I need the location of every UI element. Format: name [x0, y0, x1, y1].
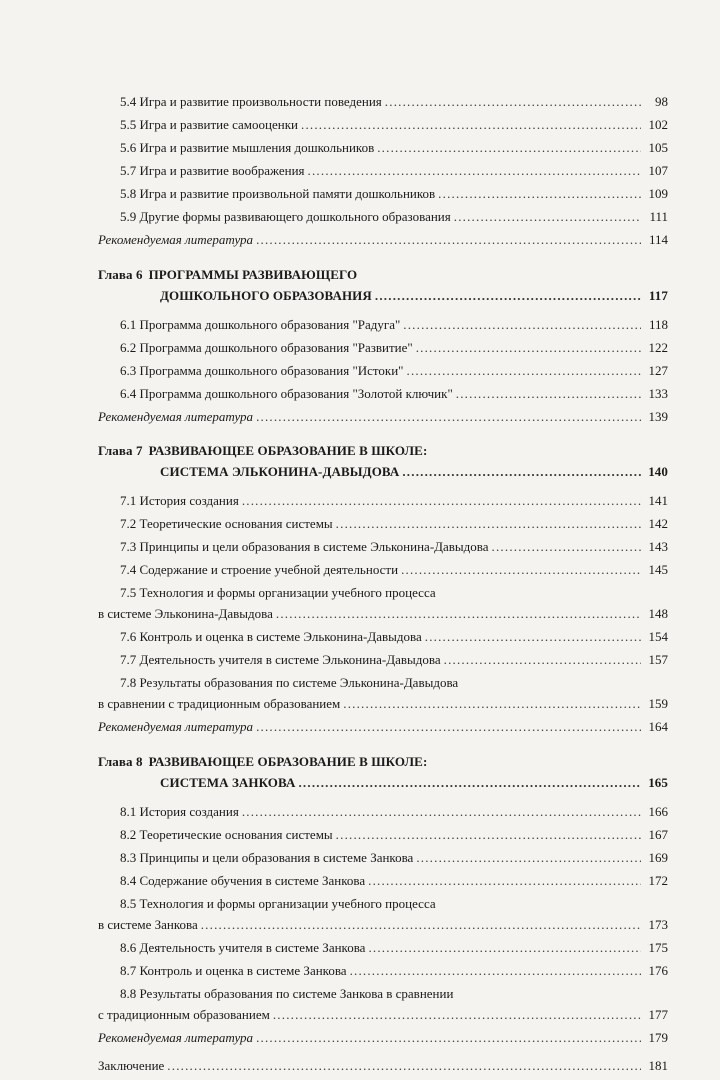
toc-entry — [120, 516, 668, 532]
entry-page: 114 — [648, 232, 668, 247]
chapter-page: 165 — [648, 775, 668, 790]
entry-title: в сравнении с традиционным образованием — [98, 696, 341, 711]
entry-page: 166 — [648, 804, 668, 819]
chapter-label: Глава 8 — [98, 754, 143, 769]
entry-title: 7.1 История создания — [120, 493, 239, 508]
toc-entry-first-line — [120, 986, 668, 1002]
toc-entry-continuation — [98, 606, 668, 622]
entry-page: 111 — [649, 209, 668, 224]
dot-leader — [167, 1058, 641, 1074]
entry-title: 7.7 Деятельность учителя в системе Эльконина-Давыдова — [120, 652, 441, 667]
entry-page: 142 — [648, 516, 668, 531]
toc-entry — [120, 317, 668, 333]
dot-leader — [273, 1007, 641, 1023]
toc-entry-continuation — [98, 917, 668, 933]
entry-title: 8.2 Теоретические основания системы — [120, 827, 333, 842]
toc-entry — [120, 652, 668, 668]
entry-title: Рекомендуемая литература — [98, 232, 254, 247]
dot-leader — [256, 1030, 641, 1046]
toc-entry — [120, 363, 668, 379]
toc-entry-first-line — [120, 585, 668, 601]
dot-leader — [375, 288, 641, 304]
dot-leader — [256, 232, 641, 248]
dot-leader — [201, 917, 641, 933]
dot-leader — [368, 940, 641, 956]
entry-title: 5.7 Игра и развитие воображения — [120, 163, 305, 178]
toc-entry-continuation — [98, 696, 668, 712]
entry-title: 8.3 Принципы и цели образования в системе Занкова — [120, 850, 414, 865]
dot-leader — [385, 94, 641, 110]
entry-page: 167 — [648, 827, 668, 842]
chapter-heading — [98, 443, 668, 459]
dot-leader — [343, 696, 641, 712]
toc-entry — [120, 386, 668, 402]
entry-page: 102 — [648, 117, 668, 132]
entry-title: 7.6 Контроль и оценка в системе Эльконина-Давыдова — [120, 629, 422, 644]
entry-title: в системе Занкова — [98, 917, 198, 932]
entry-page: 154 — [648, 629, 668, 644]
entry-page: 139 — [648, 409, 668, 424]
chapter-heading-line2 — [160, 775, 668, 791]
entry-page: 173 — [648, 917, 668, 932]
entry-title: 6.4 Программа дошкольного образования "Золотой ключик" — [120, 386, 453, 401]
dot-leader — [301, 117, 641, 133]
chapter-label: Глава 6 — [98, 267, 143, 282]
entry-title: 8.5 Технология и формы организации учебного процесса — [120, 896, 436, 911]
dot-leader — [403, 317, 641, 333]
toc-entry-first-line — [120, 675, 668, 691]
chapter-title-line2: СИСТЕМА ЗАНКОВА — [160, 775, 296, 790]
entry-title: 8.1 История создания — [120, 804, 239, 819]
entry-page: 98 — [655, 94, 668, 109]
toc-entry — [120, 186, 668, 202]
entry-title: 7.3 Принципы и цели образования в системе Эльконина-Давыдова — [120, 539, 489, 554]
entry-page: 109 — [648, 186, 668, 201]
dot-leader — [401, 562, 641, 578]
toc-literature-entry — [98, 232, 668, 248]
chapter-page: 117 — [648, 288, 668, 303]
entry-page: 175 — [648, 940, 668, 955]
entry-page: 127 — [648, 363, 668, 378]
toc-conclusion-entry — [98, 1058, 668, 1074]
dot-leader — [336, 827, 641, 843]
entry-title: 7.2 Теоретические основания системы — [120, 516, 333, 531]
chapter-title-line1: ПРОГРАММЫ РАЗВИВАЮЩЕГО — [148, 267, 358, 282]
entry-page: 157 — [648, 652, 668, 667]
entry-page: 145 — [648, 562, 668, 577]
dot-leader — [377, 140, 641, 156]
entry-title: Рекомендуемая литература — [98, 409, 254, 424]
entry-page: 179 — [648, 1030, 668, 1045]
entry-page: 133 — [648, 386, 668, 401]
dot-leader — [444, 652, 641, 668]
dot-leader — [407, 363, 642, 379]
chapter-title-line1: РАЗВИВАЮЩЕЕ ОБРАЗОВАНИЕ В ШКОЛЕ: — [148, 754, 428, 769]
chapter-title-line1: РАЗВИВАЮЩЕЕ ОБРАЗОВАНИЕ В ШКОЛЕ: — [148, 443, 428, 458]
toc-entry — [120, 827, 668, 843]
toc-entry — [120, 163, 668, 179]
toc-entry — [120, 539, 668, 555]
entry-title: 8.4 Содержание обучения в системе Занкова — [120, 873, 366, 888]
entry-page: 107 — [648, 163, 668, 178]
entry-page: 105 — [648, 140, 668, 155]
toc-entry-first-line — [120, 896, 668, 912]
dot-leader — [425, 629, 641, 645]
chapter-label: Глава 7 — [98, 443, 143, 458]
dot-leader — [308, 163, 641, 179]
entry-title: 7.8 Результаты образования по системе Эльконина-Давыдова — [120, 675, 459, 690]
toc-literature-entry — [98, 1030, 668, 1046]
entry-title: в системе Эльконина-Давыдова — [98, 606, 273, 621]
entry-title: Рекомендуемая литература — [98, 719, 254, 734]
entry-title: 8.7 Контроль и оценка в системе Занкова — [120, 963, 347, 978]
dot-leader — [402, 464, 641, 480]
dot-leader — [298, 775, 641, 791]
entry-title: 6.3 Программа дошкольного образования "Истоки" — [120, 363, 404, 378]
entry-title: 7.4 Содержание и строение учебной деятельности — [120, 562, 399, 577]
toc-entry — [120, 94, 668, 110]
dot-leader — [242, 804, 641, 820]
entry-title: 5.5 Игра и развитие самооценки — [120, 117, 298, 132]
dot-leader — [256, 719, 641, 735]
chapter-heading — [98, 754, 668, 770]
chapter-page: 140 — [648, 464, 668, 479]
toc-entry — [120, 873, 668, 889]
toc-entry — [120, 117, 668, 133]
entry-page: 181 — [648, 1058, 668, 1073]
dot-leader — [456, 386, 641, 402]
chapter-title-line2: СИСТЕМА ЭЛЬКОНИНА-ДАВЫДОВА — [160, 464, 400, 479]
entry-title: 5.4 Игра и развитие произвольности поведения — [120, 94, 382, 109]
toc-entry — [120, 493, 668, 509]
entry-page: 172 — [648, 873, 668, 888]
toc-entry — [120, 804, 668, 820]
entry-page: 176 — [648, 963, 668, 978]
entry-title: 6.1 Программа дошкольного образования "Радуга" — [120, 317, 401, 332]
dot-leader — [416, 850, 641, 866]
dot-leader — [492, 539, 641, 555]
chapter-heading — [98, 267, 668, 283]
entry-page: 122 — [648, 340, 668, 355]
entry-page: 159 — [648, 696, 668, 711]
entry-page: 164 — [648, 719, 668, 734]
entry-page: 143 — [648, 539, 668, 554]
dot-leader — [416, 340, 641, 356]
entry-title: 5.8 Игра и развитие произвольной памяти дошкольников — [120, 186, 436, 201]
entry-page: 148 — [648, 606, 668, 621]
entry-title: 8.8 Результаты образования по системе Занкова в сравнении — [120, 986, 454, 1001]
chapter-title-line2: ДОШКОЛЬНОГО ОБРАЗОВАНИЯ — [160, 288, 372, 303]
toc-entry — [120, 209, 668, 225]
dot-leader — [368, 873, 641, 889]
entry-title: Рекомендуемая литература — [98, 1030, 254, 1045]
entry-page: 141 — [648, 493, 668, 508]
toc-entry — [120, 629, 668, 645]
toc-entry — [120, 850, 668, 866]
chapter-heading-line2 — [160, 464, 668, 480]
chapter-heading-line2 — [160, 288, 668, 304]
dot-leader — [350, 963, 641, 979]
toc-literature-entry — [98, 719, 668, 735]
entry-title: 8.6 Деятельность учителя в системе Занкова — [120, 940, 366, 955]
entry-title: с традиционным образованием — [98, 1007, 270, 1022]
entry-title: 5.6 Игра и развитие мышления дошкольников — [120, 140, 375, 155]
entry-page: 169 — [648, 850, 668, 865]
entry-page: 118 — [648, 317, 668, 332]
toc-literature-entry — [98, 409, 668, 425]
dot-leader — [454, 209, 641, 225]
toc-entry — [120, 340, 668, 356]
dot-leader — [276, 606, 641, 622]
toc-entry — [120, 140, 668, 156]
dot-leader — [438, 186, 641, 202]
toc-entry — [120, 940, 668, 956]
entry-title: Заключение — [98, 1058, 165, 1073]
toc-entry-continuation — [98, 1007, 668, 1023]
dot-leader — [256, 409, 641, 425]
entry-title: 5.9 Другие формы развивающего дошкольного образования — [120, 209, 451, 224]
dot-leader — [336, 516, 641, 532]
dot-leader — [242, 493, 641, 509]
entry-page: 177 — [648, 1007, 668, 1022]
entry-title: 6.2 Программа дошкольного образования "Развитие" — [120, 340, 413, 355]
toc-entry — [120, 562, 668, 578]
entry-title: 7.5 Технология и формы организации учебного процесса — [120, 585, 436, 600]
toc-entry — [120, 963, 668, 979]
